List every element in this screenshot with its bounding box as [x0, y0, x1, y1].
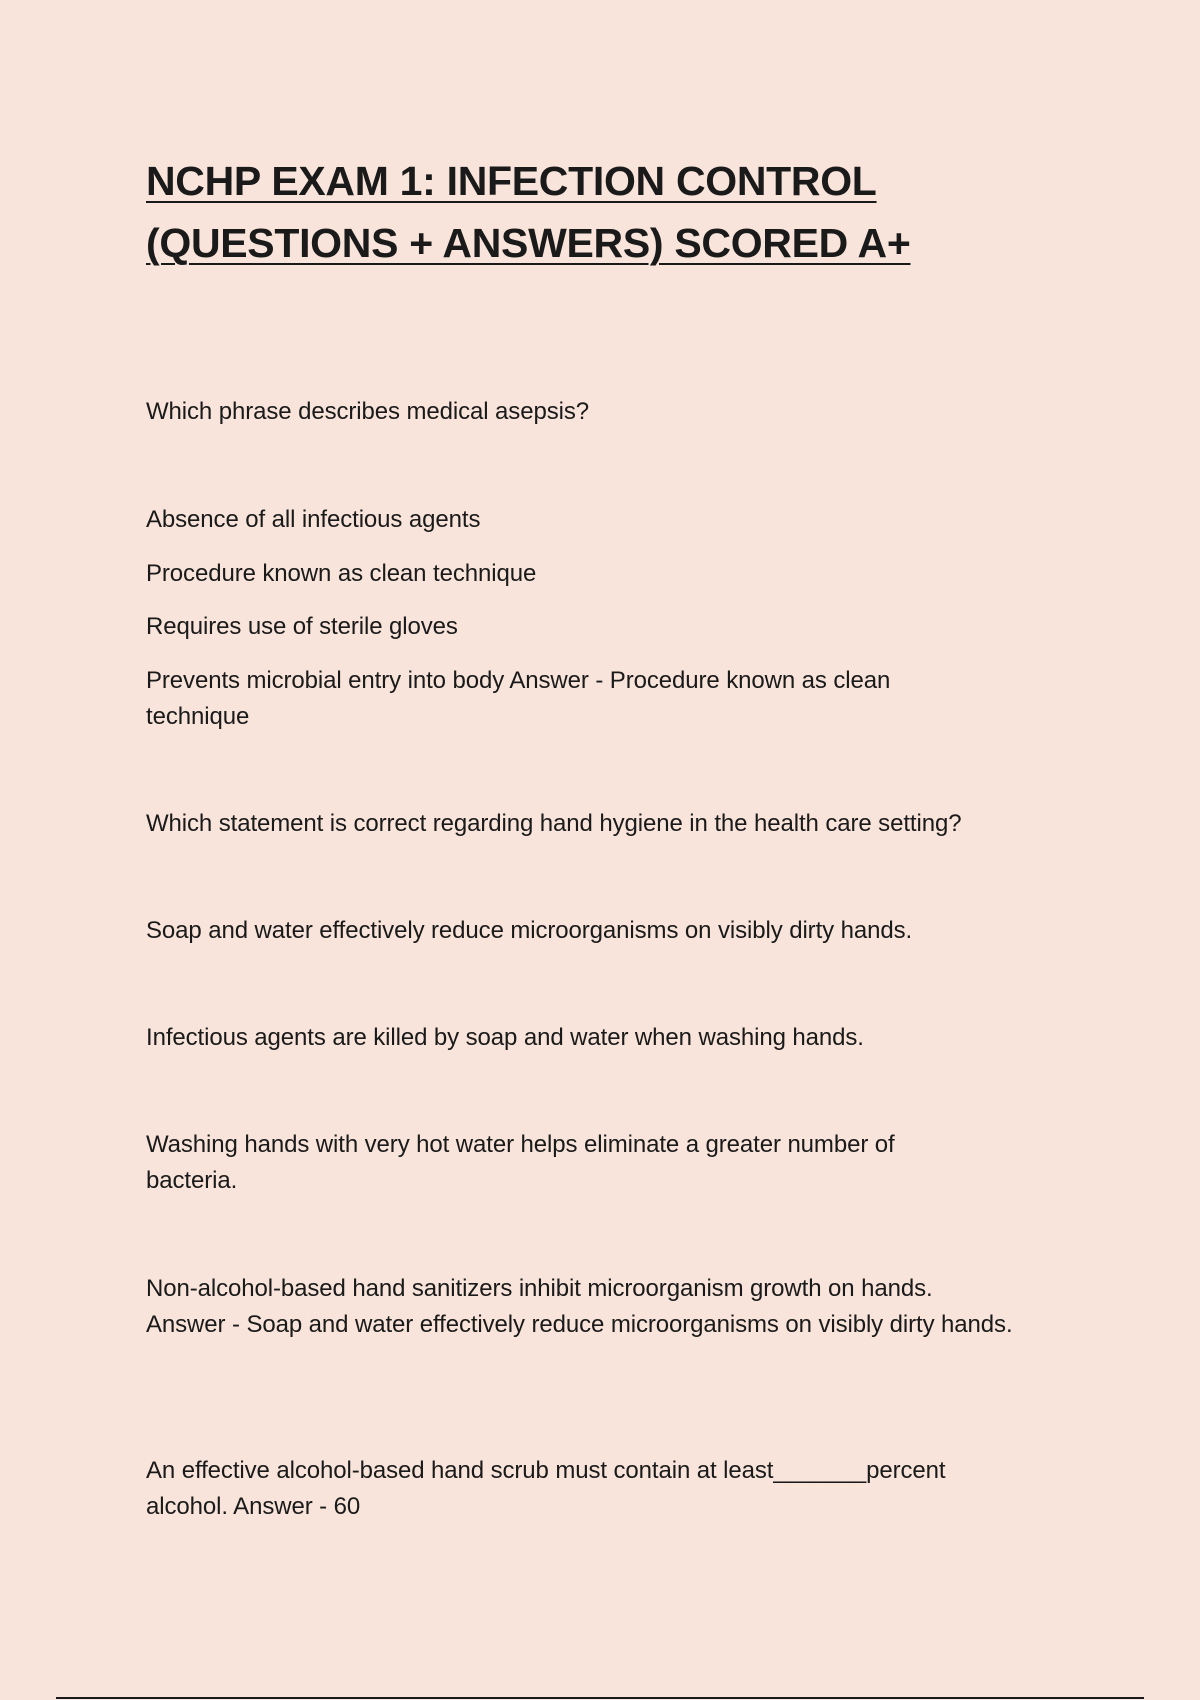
q2-option-2: Infectious agents are killed by soap and water when washing hands. [146, 1024, 864, 1051]
q1-option-3: Requires use of sterile gloves [146, 613, 458, 640]
question-1: Which phrase describes medical asepsis? [146, 398, 589, 425]
q1-option-4-answer: Prevents microbial entry into body Answer - Procedure known as clean technique [146, 667, 891, 730]
question-3-answer: An effective alcohol-based hand scrub must contain at least_______percent alcohol. Answer - 60 [146, 1457, 946, 1520]
q2-option-1: Soap and water effectively reduce microorganisms on visibly dirty hands. [146, 917, 913, 944]
footer-divider [56, 1697, 1144, 1699]
q2-option-4-answer: Non-alcohol-based hand sanitizers inhibit microorganism growth on hands. Answer - Soap and water effectively reduce microorganisms on visibly dirty hands. [146, 1275, 1013, 1338]
q2-option-3: Washing hands with very hot water helps eliminate a greater number of bacteria. [146, 1131, 895, 1194]
q1-option-1: Absence of all infectious agents [146, 506, 481, 533]
page-title [146, 150, 1086, 274]
question-2: Which statement is correct regarding hand hygiene in the health care setting? [146, 810, 962, 837]
title-line-1: NCHP EXAM 1: INFECTION CONTROL [146, 158, 877, 204]
q1-option-2: Procedure known as clean technique [146, 560, 537, 587]
title-line-2: (QUESTIONS + ANSWERS) SCORED A+ [146, 220, 911, 266]
